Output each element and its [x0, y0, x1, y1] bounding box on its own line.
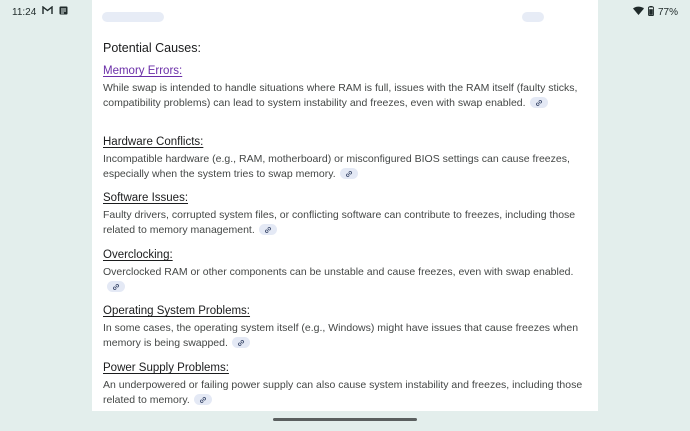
source-link-button[interactable] — [194, 394, 212, 405]
section-heading: Potential Causes: — [103, 41, 201, 55]
source-link-button[interactable] — [530, 97, 548, 108]
cause-body: While swap is intended to handle situations where RAM is full, issues with the RAM itself (faulty sticks, compatibility problems) can lead to system instability and freezes, even with swap enabled. — [103, 82, 578, 109]
link-icon — [112, 283, 120, 291]
cause-title: Overclocking: — [103, 249, 173, 261]
source-link-button[interactable] — [259, 224, 277, 235]
link-icon — [264, 226, 272, 234]
cause-section — [103, 248, 593, 294]
previous-content-fragment — [92, 10, 598, 24]
wifi-icon — [633, 6, 644, 18]
gmail-icon — [42, 6, 53, 18]
cause-title: Operating System Problems: — [103, 305, 251, 317]
cause-title: Power Supply Problems: — [103, 362, 229, 374]
cause-title-link[interactable]: Memory Errors: — [103, 65, 183, 77]
cause-section — [103, 191, 593, 237]
source-link-button[interactable] — [107, 281, 125, 292]
cause-section — [103, 135, 593, 181]
cause-body: Incompatible hardware (e.g., RAM, motherboard) or misconfigured BIOS settings can cause freezes, especially when the system tries to swap memory. — [103, 153, 570, 180]
link-icon — [237, 339, 245, 347]
link-pill — [522, 12, 544, 22]
link-icon — [535, 99, 543, 107]
cause-body: In some cases, the operating system itself (e.g., Windows) might have issues that cause freezes when memory is being swapped. — [103, 322, 579, 349]
link-icon — [345, 170, 353, 178]
gesture-nav-handle[interactable] — [273, 418, 417, 421]
cause-body: An underpowered or failing power supply can also cause system instability and freezes, including those related to memory. — [103, 379, 583, 406]
cause-section — [103, 64, 593, 110]
cause-title: Software Issues: — [103, 192, 189, 204]
link-pill — [102, 12, 164, 22]
cause-body: Overclocked RAM or other components can be unstable and cause freezes, even with swap enabled. — [103, 265, 593, 294]
source-link-button[interactable] — [232, 337, 250, 348]
source-link-button[interactable] — [340, 168, 358, 179]
cause-section — [103, 304, 593, 350]
battery-icon — [648, 6, 654, 19]
cause-section — [103, 361, 593, 407]
battery-percent: 77% — [657, 6, 678, 18]
link-icon — [199, 396, 207, 404]
app-icon — [59, 6, 68, 18]
cause-title: Hardware Conflicts: — [103, 136, 204, 148]
cause-body: Faulty drivers, corrupted system files, or conflicting software can contribute to freezes, including those related to memory management. — [103, 209, 576, 236]
response-content — [92, 0, 598, 411]
status-time: 11:24 — [12, 6, 37, 18]
